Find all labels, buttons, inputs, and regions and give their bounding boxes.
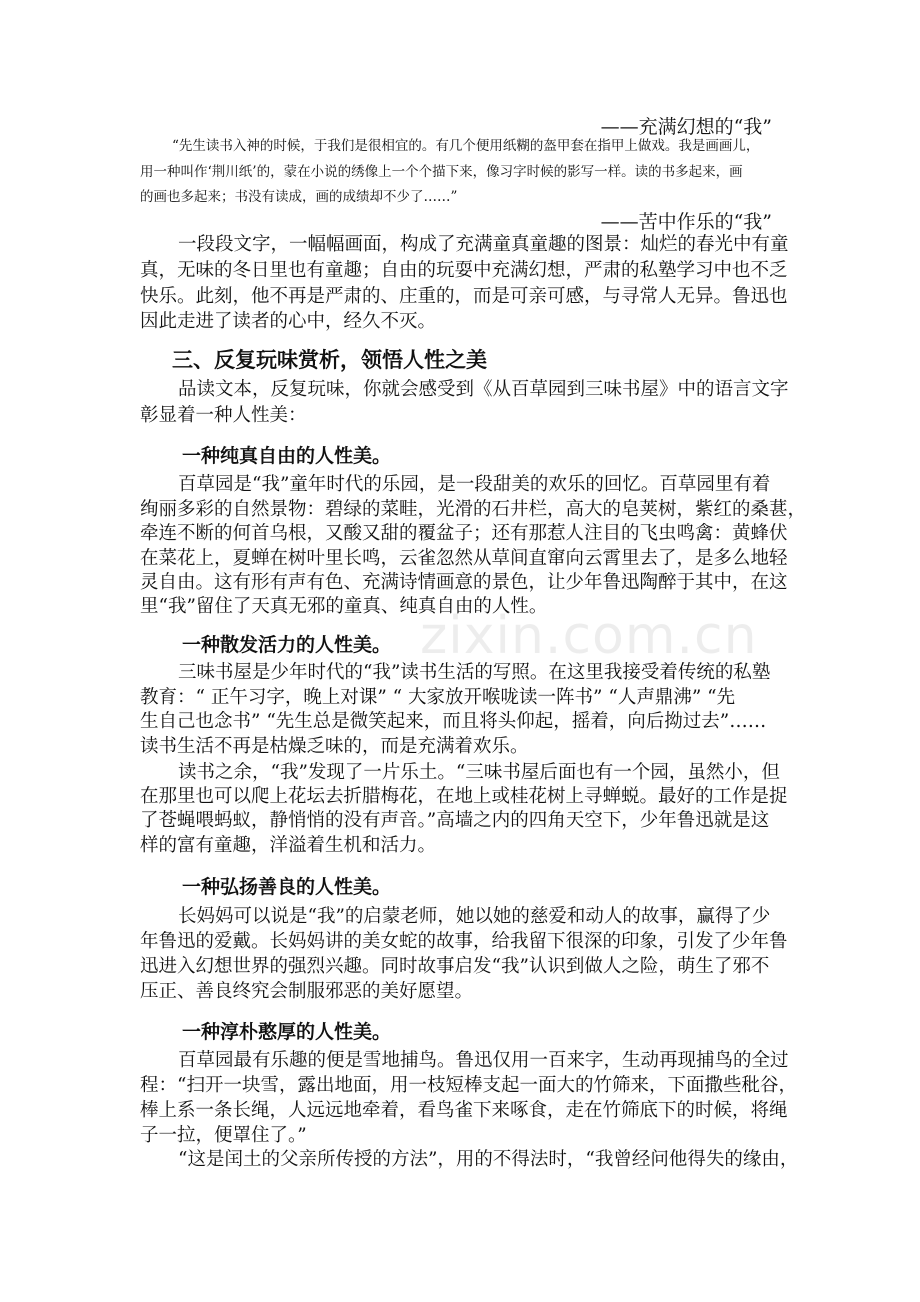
paragraph-line: 牵连不断的何首乌根，又酸又甜的覆盆子；还有那惹人注目的飞虫鸣禽：黄蜂伏 xyxy=(140,523,788,544)
subheading-simplicity: 一种淳朴憨厚的人性美。 xyxy=(182,1021,392,1043)
paragraph-line: 三味书屋是少年时代的“我”读书生活的写照。在这里我接受着传统的私塾 xyxy=(178,662,771,683)
paragraph-line: 灵自由。这有形有声有色、充满诗情画意的景色，让少年鲁迅陶醉于其中，在这 xyxy=(140,572,788,593)
paragraph-line: 一段段文字，一幅幅画面，构成了充满童真童趣的图景：灿烂的春光中有童 xyxy=(178,234,789,255)
paragraph-line: 读书生活不再是枯燥乏味的，而是充满着欢乐。 xyxy=(140,736,529,757)
paragraph-line: 迅进入幻想世界的强烈兴趣。同时故事启发“我”认识到做人之险，萌生了邪不 xyxy=(140,956,770,977)
subheading-kindness: 一种弘扬善良的人性美。 xyxy=(182,876,392,898)
paragraph-line: “这是闰土的父亲所传授的方法”，用的不得法时，“我曾经问他得失的缘由， xyxy=(178,1149,799,1170)
quote-line: 的画也多起来；书没有读成，画的成绩却不少了……” xyxy=(140,189,458,205)
paragraph-line: 在那里也可以爬上花坛去折腊梅花，在地上或桂花树上寻蝉蜕。最好的工作是捉 xyxy=(140,786,788,807)
paragraph-line: 样的富有童趣，洋溢着生机和活力。 xyxy=(140,835,437,856)
signature-joy: ——苦中作乐的“我” xyxy=(600,211,772,233)
signature-fantasy: ——充满幻想的“我” xyxy=(600,116,772,138)
quote-line: 用一种叫作‘荆川纸’的，蒙在小说的绣像上一个个描下来，像习字时候的影写一样。读的书多起来，画 xyxy=(140,164,743,180)
paragraph-line: 年鲁迅的爱戴。长妈妈讲的美女蛇的故事，给我留下很深的印象，引发了少年鲁 xyxy=(140,931,788,952)
paragraph-line: 生自己也念书” “先生总是微笑起来，而且将头仰起，摇着，向后拗过去”…… xyxy=(140,711,767,732)
paragraph-line: 百草园是“我”童年时代的乐园，是一段甜美的欢乐的回忆。百草园里有着 xyxy=(178,474,771,495)
quote-line: “先生读书入神的时候，于我们是很相宜的。有几个便用纸糊的盔甲套在指甲上做戏。我是画画儿， xyxy=(172,138,760,154)
paragraph-line: 压正、善良终究会制服邪恶的美好愿望。 xyxy=(140,981,474,1002)
subheading-vitality: 一种散发活力的人性美。 xyxy=(182,634,392,656)
paragraph-line: 绚丽多彩的自然景物：碧绿的菜畦，光滑的石井栏，高大的皂荚树，紫红的桑葚， xyxy=(140,499,807,520)
paragraph-line: 子一拉，便罩住了。” xyxy=(140,1125,307,1146)
subheading-pure-freedom: 一种纯真自由的人性美。 xyxy=(182,445,392,467)
paragraph-line: 了苍蝇喂蚂蚁，静悄悄的没有声音。”高墙之内的四角天空下，少年鲁迅就是这 xyxy=(140,810,770,831)
paragraph-line: 因此走进了读者的心中，经久不灭。 xyxy=(140,311,437,332)
section-heading: 三、反复玩味赏析，领悟人性之美 xyxy=(172,348,487,372)
paragraph-line: 教育：“ 正午习字，晚上对课” “ 大家放开喉咙读一阵书” “人声鼎沸” “先 xyxy=(140,687,736,708)
paragraph-line: 快乐。此刻，他不再是严肃的、庄重的，而是可亲可感，与寻常人无异。鲁迅也 xyxy=(140,286,788,307)
paragraph-line: 读书之余，“我”发现了一片乐土。“三味书屋后面也有一个园，虽然小，但 xyxy=(178,762,780,783)
paragraph-line: 百草园最有乐趣的便是雪地捕鸟。鲁迅仅用一百来字，生动再现捕鸟的全过 xyxy=(178,1050,789,1071)
paragraph-line: 在菜花上，夏蝉在树叶里长鸣，云雀忽然从草间直窜向云霄里去了，是多么地轻 xyxy=(140,548,788,569)
paragraph-line: 里“我”留住了天真无邪的童真、纯真自由的人性。 xyxy=(140,596,548,617)
paragraph-line: 彰显着一种人性美： xyxy=(140,405,307,426)
paragraph-line: 品读文本，反复玩味，你就会感受到《从百草园到三味书屋》中的语言文字 xyxy=(178,379,789,400)
watermark: zixin.com.cn xyxy=(420,606,758,666)
paragraph-line: 真，无味的冬日里也有童趣；自由的玩耍中充满幻想，严肃的私塾学习中也不乏 xyxy=(140,260,788,281)
paragraph-line: 棒上系一条长绳，人远远地牵着，看鸟雀下来啄食，走在竹筛底下的时候，将绳 xyxy=(140,1100,788,1121)
paragraph-line: 程：“扫开一块雪，露出地面，用一枝短棒支起一面大的竹筛来，下面撒些秕谷， xyxy=(140,1075,797,1096)
paragraph-line: 长妈妈可以说是“我”的启蒙老师，她以她的慈爱和动人的故事，赢得了少 xyxy=(178,906,771,927)
